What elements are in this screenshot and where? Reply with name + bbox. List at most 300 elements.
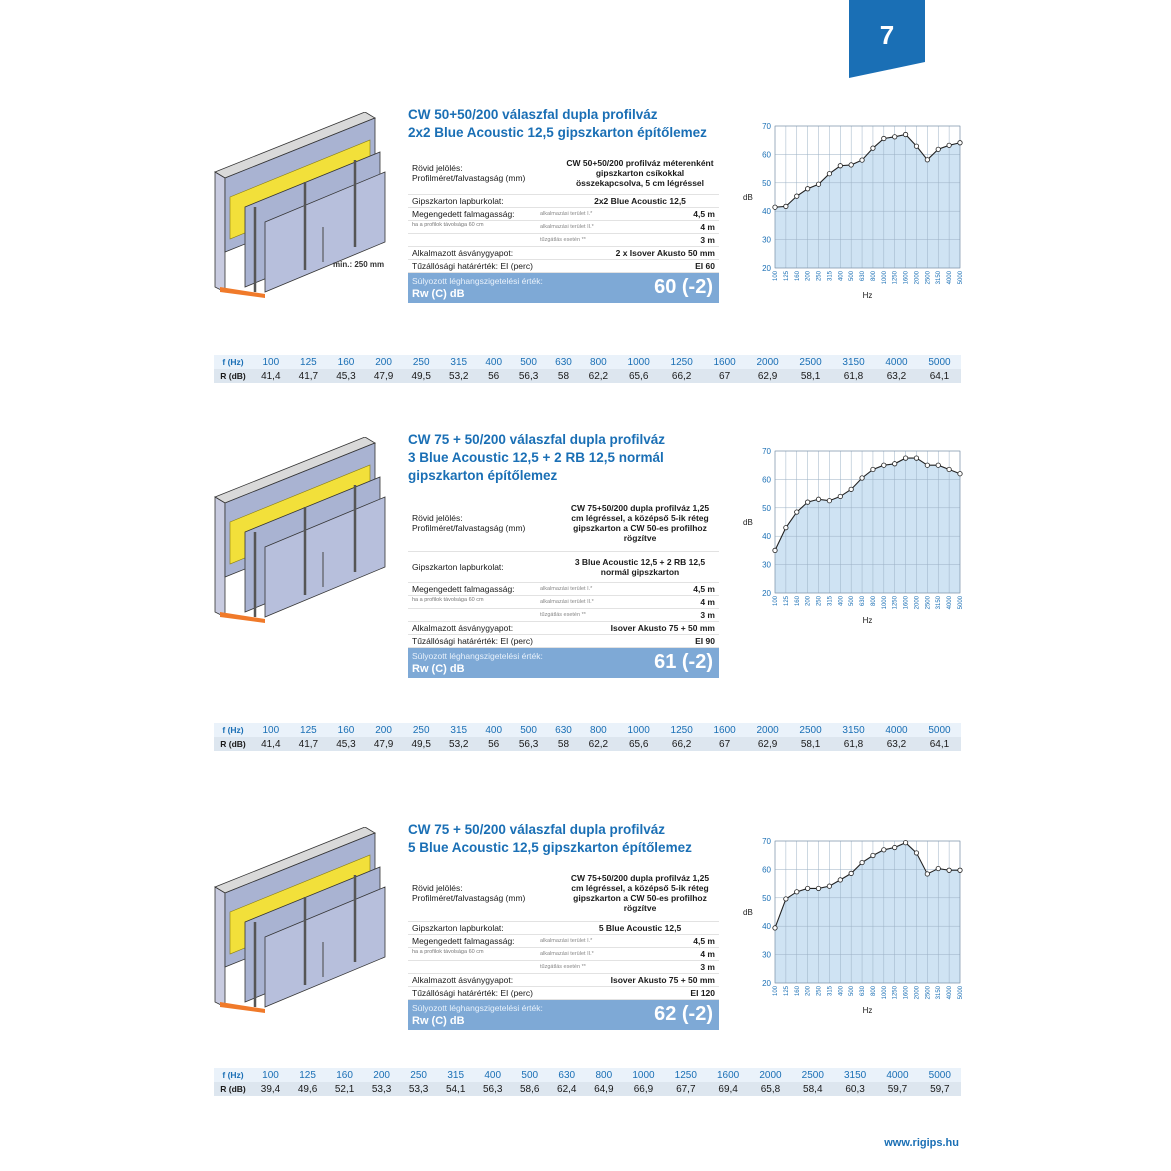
spec-row-falmagassag — [408, 935, 719, 948]
rw-bar — [408, 1000, 719, 1030]
frequency-cell: 200 — [365, 355, 403, 369]
x-tick-label: 100 — [773, 271, 779, 282]
frequency-table — [214, 723, 961, 751]
r-value-cell: 56,3 — [474, 1082, 511, 1096]
data-point — [914, 456, 918, 460]
data-point — [827, 172, 831, 176]
x-tick-label: 500 — [849, 271, 856, 282]
rw-label: Súlyozott léghangszigetelési érték: — [412, 276, 543, 286]
spec-row-rovid — [408, 152, 719, 195]
data-point — [893, 462, 897, 466]
data-point — [784, 525, 788, 529]
profil-label: Profilméret/falvastagság (mm) — [412, 523, 526, 533]
x-tick-label: 3150 — [936, 596, 943, 610]
x-tick-label: 1000 — [881, 986, 888, 1000]
data-point — [903, 456, 907, 460]
data-point — [816, 497, 820, 501]
spec-row-falmagassag — [408, 961, 719, 974]
data-point — [914, 144, 918, 148]
spec-table — [408, 495, 719, 678]
footer-url[interactable]: www.rigips.hu — [884, 1137, 959, 1149]
r-value-cell: 62,9 — [746, 369, 789, 383]
x-tick-label: 315 — [827, 271, 834, 282]
frequency-header: f (Hz) — [214, 355, 252, 369]
r-value-row — [214, 737, 961, 751]
data-point — [925, 463, 929, 467]
falmagassag-value: 3 m — [700, 962, 715, 972]
data-point — [773, 926, 777, 930]
y-tick-label: 30 — [762, 235, 771, 245]
r-value-cell: 53,3 — [400, 1082, 437, 1096]
x-tick-label: 1250 — [892, 271, 899, 285]
spec-row-tuzallosag — [408, 260, 719, 273]
x-axis-label: Hz — [862, 1006, 873, 1013]
asvanygyapot-value: 2 x Isover Akusto 50 mm — [615, 248, 715, 258]
frequency-cell: 1600 — [703, 355, 746, 369]
tuzallosag-label: Tűzállósági határérték: EI (perc) — [412, 988, 533, 998]
falmagassag-label: Megengedett falmagasság: — [412, 209, 515, 219]
data-point — [849, 163, 853, 167]
r-value-cell: 64,1 — [918, 737, 961, 751]
rw-sublabel: Rw (C) dB — [412, 288, 465, 300]
data-point — [816, 886, 820, 890]
rw-sublabel: Rw (C) dB — [412, 663, 465, 675]
r-value-cell: 56,3 — [510, 737, 548, 751]
data-point — [784, 204, 788, 208]
lapburkolat-value: 2x2 Blue Acoustic 12,5 — [594, 196, 686, 206]
x-tick-label: 4000 — [947, 986, 954, 1000]
frequency-cell: 1000 — [622, 1068, 664, 1082]
x-tick-label: 160 — [794, 986, 801, 997]
r-value-cell: 41,4 — [252, 369, 290, 383]
r-value-cell: 52,1 — [326, 1082, 363, 1096]
r-value-cell: 53,2 — [440, 737, 478, 751]
frequency-cell: 1600 — [703, 723, 746, 737]
rw-label: Súlyozott léghangszigetelési érték: — [412, 651, 543, 661]
r-header: R (dB) — [214, 737, 252, 751]
r-value-cell: 58,4 — [792, 1082, 834, 1096]
r-value-cell: 47,9 — [365, 369, 403, 383]
frequency-cell: 3150 — [832, 355, 875, 369]
r-value-cell: 45,3 — [327, 369, 365, 383]
frequency-cell: 400 — [474, 1068, 511, 1082]
r-value-cell: 61,8 — [832, 737, 875, 751]
r-value-cell: 58 — [547, 369, 579, 383]
frequency-row — [214, 1068, 961, 1082]
y-tick-label: 70 — [762, 122, 771, 131]
frequency-cell: 2000 — [746, 723, 789, 737]
x-tick-label: 315 — [827, 596, 834, 607]
rw-sublabel: Rw (C) dB — [412, 1015, 465, 1027]
r-value-cell: 58 — [547, 737, 579, 751]
r-value-cell: 62,2 — [580, 369, 618, 383]
page-number-tab — [849, 0, 925, 78]
falmagassag-note: ha a profilok távolsága 60 cm — [412, 949, 484, 955]
data-point — [925, 158, 929, 162]
data-point — [947, 143, 951, 147]
x-tick-label: 400 — [838, 596, 845, 607]
y-axis-label: dB — [743, 193, 753, 202]
x-tick-label: 800 — [870, 986, 877, 997]
falmagassag-label: Megengedett falmagasság: — [412, 584, 515, 594]
frequency-cell: 250 — [402, 355, 440, 369]
lapburkolat-value: 5 Blue Acoustic 12,5 — [598, 923, 682, 933]
wall-illustration — [205, 112, 405, 302]
data-point — [936, 147, 940, 151]
r-value-cell: 49,6 — [289, 1082, 326, 1096]
tuzallosag-label: Tűzállósági határérték: EI (perc) — [412, 636, 533, 646]
sound-insulation-chart — [735, 108, 965, 298]
x-tick-label: 1250 — [892, 986, 899, 1000]
y-tick-label: 60 — [762, 865, 771, 875]
r-value-cell: 41,7 — [290, 369, 328, 383]
data-point — [871, 467, 875, 471]
data-point — [827, 499, 831, 503]
sound-insulation-chart — [735, 823, 965, 1013]
r-value-cell: 49,5 — [402, 737, 440, 751]
r-value-cell: 61,8 — [832, 369, 875, 383]
x-tick-label: 100 — [773, 986, 779, 997]
data-point — [773, 205, 777, 209]
alkalmazasi-terulet-label: alkalmazási terület I.* — [540, 938, 593, 944]
frequency-cell: 630 — [547, 355, 579, 369]
wall-title — [408, 106, 738, 142]
frequency-cell: 400 — [478, 355, 510, 369]
y-tick-label: 50 — [762, 178, 771, 188]
frequency-cell: 800 — [580, 355, 618, 369]
frequency-cell: 500 — [510, 723, 548, 737]
x-tick-label: 2000 — [914, 986, 921, 1000]
x-tick-label: 630 — [860, 271, 867, 282]
x-axis-label: Hz — [862, 291, 873, 298]
frequency-cell: 125 — [290, 355, 328, 369]
r-value-cell: 67 — [703, 737, 746, 751]
r-value-cell: 62,2 — [580, 737, 618, 751]
data-point — [936, 463, 940, 467]
chart-area — [775, 843, 960, 983]
x-tick-label: 630 — [860, 596, 867, 607]
data-point — [838, 164, 842, 168]
data-point — [958, 472, 962, 476]
x-tick-label: 1000 — [881, 596, 888, 610]
r-value-cell: 39,4 — [252, 1082, 289, 1096]
wall-title-line: gipszkarton építőlemez — [408, 468, 558, 483]
y-tick-label: 20 — [762, 589, 771, 598]
frequency-cell: 160 — [327, 723, 365, 737]
data-point — [860, 158, 864, 162]
frequency-cell: 200 — [365, 723, 403, 737]
data-point — [936, 866, 940, 870]
alkalmazasi-terulet-label: tűzgátlás esetén ** — [540, 237, 586, 243]
frequency-cell: 1600 — [707, 1068, 749, 1082]
data-point — [773, 548, 777, 552]
alkalmazasi-terulet-label: tűzgátlás esetén ** — [540, 612, 586, 618]
frequency-cell: 200 — [363, 1068, 400, 1082]
x-tick-label: 2500 — [925, 596, 932, 610]
y-tick-label: 50 — [762, 893, 771, 903]
x-tick-label: 1250 — [892, 596, 899, 610]
y-axis-label: dB — [743, 518, 753, 527]
profil-label: Profilméret/falvastagság (mm) — [412, 893, 526, 903]
frequency-cell: 315 — [440, 723, 478, 737]
frequency-cell: 250 — [400, 1068, 437, 1082]
rovid-value: CW 75+50/200 dupla profilváz 1,25 cm légréssel, a középső 5-ik réteg gipszkarton a CW 50-es profilhoz rögzítve — [570, 873, 710, 913]
data-point — [860, 860, 864, 864]
x-tick-label: 2500 — [925, 986, 932, 1000]
frequency-cell: 4000 — [875, 355, 918, 369]
min-dimension-label: min.: 250 mm — [333, 260, 385, 269]
frequency-cell: 3150 — [832, 723, 875, 737]
r-value-cell: 49,5 — [402, 369, 440, 383]
frequency-cell: 1250 — [665, 1068, 707, 1082]
x-tick-label: 5000 — [958, 986, 964, 1000]
asvanygyapot-label: Alkalmazott ásványgyapot: — [412, 248, 514, 258]
frequency-cell: 4000 — [875, 723, 918, 737]
x-tick-label: 2000 — [914, 596, 921, 610]
r-value-cell: 41,4 — [252, 737, 290, 751]
x-tick-label: 2000 — [914, 271, 921, 285]
frequency-cell: 800 — [585, 1068, 622, 1082]
r-value-cell: 53,2 — [440, 369, 478, 383]
r-value-cell: 56 — [478, 737, 510, 751]
y-tick-label: 30 — [762, 950, 771, 960]
x-tick-label: 1000 — [881, 271, 888, 285]
spec-row-falmagassag — [408, 208, 719, 221]
x-tick-label: 400 — [838, 986, 845, 997]
falmagassag-value: 4 m — [700, 222, 715, 232]
spec-row-falmagassag — [408, 948, 719, 961]
frequency-cell: 5000 — [918, 723, 961, 737]
frequency-cell: 2000 — [746, 355, 789, 369]
spec-row-rovid — [408, 865, 719, 922]
alkalmazasi-terulet-label: alkalmazási terület II.* — [540, 599, 594, 605]
frequency-cell: 125 — [290, 723, 328, 737]
y-tick-label: 40 — [762, 207, 771, 217]
x-tick-label: 200 — [805, 986, 812, 997]
falmagassag-value: 3 m — [700, 610, 715, 620]
falmagassag-value: 4 m — [700, 597, 715, 607]
data-point — [795, 890, 799, 894]
rovid-value: CW 75+50/200 dupla profilváz 1,25 cm légréssel, a középső 5-ik réteg gipszkarton a CW 50-es profilhoz rögzítve — [570, 503, 710, 543]
rovid-label: Rövid jelölés: — [412, 513, 463, 523]
data-point — [903, 132, 907, 136]
falmagassag-value: 3 m — [700, 235, 715, 245]
frequency-cell: 2000 — [749, 1068, 791, 1082]
rw-value: 60 (-2) — [654, 276, 713, 298]
spec-row-falmagassag — [408, 596, 719, 609]
lapburkolat-label: Gipszkarton lapburkolat: — [412, 196, 504, 206]
y-axis-label: dB — [743, 908, 753, 917]
x-tick-label: 200 — [805, 271, 812, 282]
data-point — [871, 146, 875, 150]
frequency-cell: 5000 — [918, 355, 961, 369]
data-point — [784, 897, 788, 901]
spec-row-falmagassag — [408, 609, 719, 622]
x-tick-label: 315 — [827, 986, 834, 997]
frequency-cell: 1000 — [617, 723, 660, 737]
page-number: 7 — [879, 20, 895, 50]
r-value-cell: 66,2 — [660, 737, 703, 751]
data-point — [838, 494, 842, 498]
r-value-cell: 58,6 — [511, 1082, 548, 1096]
x-tick-label: 800 — [870, 596, 877, 607]
r-value-cell: 59,7 — [876, 1082, 918, 1096]
frequency-cell: 100 — [252, 723, 290, 737]
r-value-cell: 56,3 — [510, 369, 548, 383]
falmagassag-value: 4,5 m — [693, 936, 715, 946]
r-value-cell: 65,8 — [749, 1082, 791, 1096]
frequency-cell: 100 — [252, 355, 290, 369]
x-tick-label: 160 — [794, 596, 801, 607]
frequency-table — [214, 355, 961, 383]
frequency-cell: 160 — [326, 1068, 363, 1082]
frequency-cell: 160 — [327, 355, 365, 369]
x-tick-label: 2500 — [925, 271, 932, 285]
data-point — [805, 187, 809, 191]
spec-row-lapburkolat — [408, 922, 719, 935]
data-point — [882, 136, 886, 140]
x-tick-label: 1600 — [903, 596, 910, 610]
asvanygyapot-label: Alkalmazott ásványgyapot: — [412, 623, 514, 633]
data-point — [882, 463, 886, 467]
frequency-cell: 400 — [478, 723, 510, 737]
tuzallosag-value: EI 90 — [695, 636, 715, 646]
asvanygyapot-value: Isover Akusto 75 + 50 mm — [610, 623, 715, 633]
data-point — [838, 878, 842, 882]
x-tick-label: 250 — [816, 596, 823, 607]
x-tick-label: 250 — [816, 986, 823, 997]
wall-title-line: CW 75 + 50/200 válaszfal dupla profilváz — [408, 822, 665, 837]
data-point — [947, 868, 951, 872]
r-value-cell: 60,3 — [834, 1082, 876, 1096]
x-tick-label: 200 — [805, 596, 812, 607]
falmagassag-value: 4,5 m — [693, 209, 715, 219]
r-value-cell: 69,4 — [707, 1082, 749, 1096]
x-tick-label: 250 — [816, 271, 823, 282]
alkalmazasi-terulet-label: alkalmazási terület I.* — [540, 211, 593, 217]
spec-row-asvanygyapot — [408, 247, 719, 260]
x-tick-label: 3150 — [936, 271, 943, 285]
r-value-cell: 66,9 — [622, 1082, 664, 1096]
frequency-row — [214, 723, 961, 737]
wall-illustration — [205, 827, 405, 1017]
falmagassag-note: ha a profilok távolsága 60 cm — [412, 222, 484, 228]
frequency-cell: 500 — [510, 355, 548, 369]
rovid-value: CW 50+50/200 profilváz méterenként gipszkarton csíkokkal összekapcsolva, 5 cm légréssel — [566, 158, 714, 188]
x-tick-label: 160 — [794, 271, 801, 282]
y-tick-label: 20 — [762, 264, 771, 273]
rw-bar — [408, 273, 719, 303]
rw-value: 61 (-2) — [654, 651, 713, 673]
spec-row-falmagassag — [408, 583, 719, 596]
rovid-label: Rövid jelölés: — [412, 883, 463, 893]
data-point — [860, 476, 864, 480]
data-point — [795, 510, 799, 514]
spec-row-falmagassag — [408, 234, 719, 247]
frequency-cell: 630 — [548, 1068, 585, 1082]
y-tick-label: 70 — [762, 447, 771, 456]
data-point — [947, 467, 951, 471]
data-point — [805, 500, 809, 504]
data-point — [958, 141, 962, 145]
x-tick-label: 1600 — [903, 986, 910, 1000]
r-value-cell: 53,3 — [363, 1082, 400, 1096]
spec-row-lapburkolat — [408, 552, 719, 583]
wall-title — [408, 431, 738, 485]
spec-table — [408, 865, 719, 1030]
frequency-cell: 125 — [289, 1068, 326, 1082]
frequency-cell: 250 — [402, 723, 440, 737]
r-value-cell: 65,6 — [617, 737, 660, 751]
frequency-cell: 2500 — [792, 1068, 834, 1082]
x-tick-label: 500 — [849, 986, 856, 997]
r-value-cell: 63,2 — [875, 369, 918, 383]
data-point — [816, 182, 820, 186]
frequency-table — [214, 1068, 961, 1096]
spec-row-falmagassag — [408, 221, 719, 234]
r-value-cell: 65,6 — [617, 369, 660, 383]
frequency-cell: 315 — [437, 1068, 474, 1082]
rw-label: Súlyozott léghangszigetelési érték: — [412, 1003, 543, 1013]
spec-row-asvanygyapot — [408, 974, 719, 987]
data-point — [795, 194, 799, 198]
spec-row-rovid — [408, 495, 719, 552]
asvanygyapot-label: Alkalmazott ásványgyapot: — [412, 975, 514, 985]
y-tick-label: 30 — [762, 560, 771, 570]
y-tick-label: 60 — [762, 150, 771, 160]
wall-illustration — [205, 437, 405, 627]
profil-label: Profilméret/falvastagság (mm) — [412, 173, 526, 183]
x-tick-label: 3150 — [936, 986, 943, 1000]
y-tick-label: 40 — [762, 532, 771, 542]
falmagassag-label: Megengedett falmagasság: — [412, 936, 515, 946]
r-value-cell: 58,1 — [789, 369, 832, 383]
r-value-cell: 63,2 — [875, 737, 918, 751]
wall-title-line: 3 Blue Acoustic 12,5 + 2 RB 12,5 normál — [408, 450, 664, 465]
rw-value: 62 (-2) — [654, 1003, 713, 1025]
alkalmazasi-terulet-label: tűzgátlás esetén ** — [540, 964, 586, 970]
r-value-row — [214, 1082, 961, 1096]
r-value-cell: 62,4 — [548, 1082, 585, 1096]
r-value-cell: 64,9 — [585, 1082, 622, 1096]
tuzallosag-value: EI 60 — [695, 261, 715, 271]
y-tick-label: 60 — [762, 475, 771, 485]
x-tick-label: 800 — [870, 271, 877, 282]
x-tick-label: 125 — [783, 271, 790, 282]
frequency-cell: 1250 — [660, 723, 703, 737]
frequency-cell: 500 — [511, 1068, 548, 1082]
falmagassag-value: 4,5 m — [693, 584, 715, 594]
wall-title-line: CW 50+50/200 válaszfal dupla profilváz — [408, 107, 658, 122]
x-tick-label: 4000 — [947, 596, 954, 610]
frequency-header: f (Hz) — [214, 1068, 252, 1082]
data-point — [958, 868, 962, 872]
r-value-cell: 41,7 — [290, 737, 328, 751]
x-tick-label: 400 — [838, 271, 845, 282]
frequency-cell: 315 — [440, 355, 478, 369]
x-tick-label: 5000 — [958, 596, 964, 610]
frequency-cell: 2500 — [789, 723, 832, 737]
y-tick-label: 40 — [762, 922, 771, 932]
r-value-cell: 58,1 — [789, 737, 832, 751]
tuzallosag-label: Tűzállósági határérték: EI (perc) — [412, 261, 533, 271]
r-header: R (dB) — [214, 1082, 252, 1096]
x-tick-label: 630 — [860, 986, 867, 997]
alkalmazasi-terulet-label: alkalmazási terület II.* — [540, 224, 594, 230]
r-value-cell: 56 — [478, 369, 510, 383]
lapburkolat-label: Gipszkarton lapburkolat: — [412, 923, 504, 933]
alkalmazasi-terulet-label: alkalmazási terület I.* — [540, 586, 593, 592]
